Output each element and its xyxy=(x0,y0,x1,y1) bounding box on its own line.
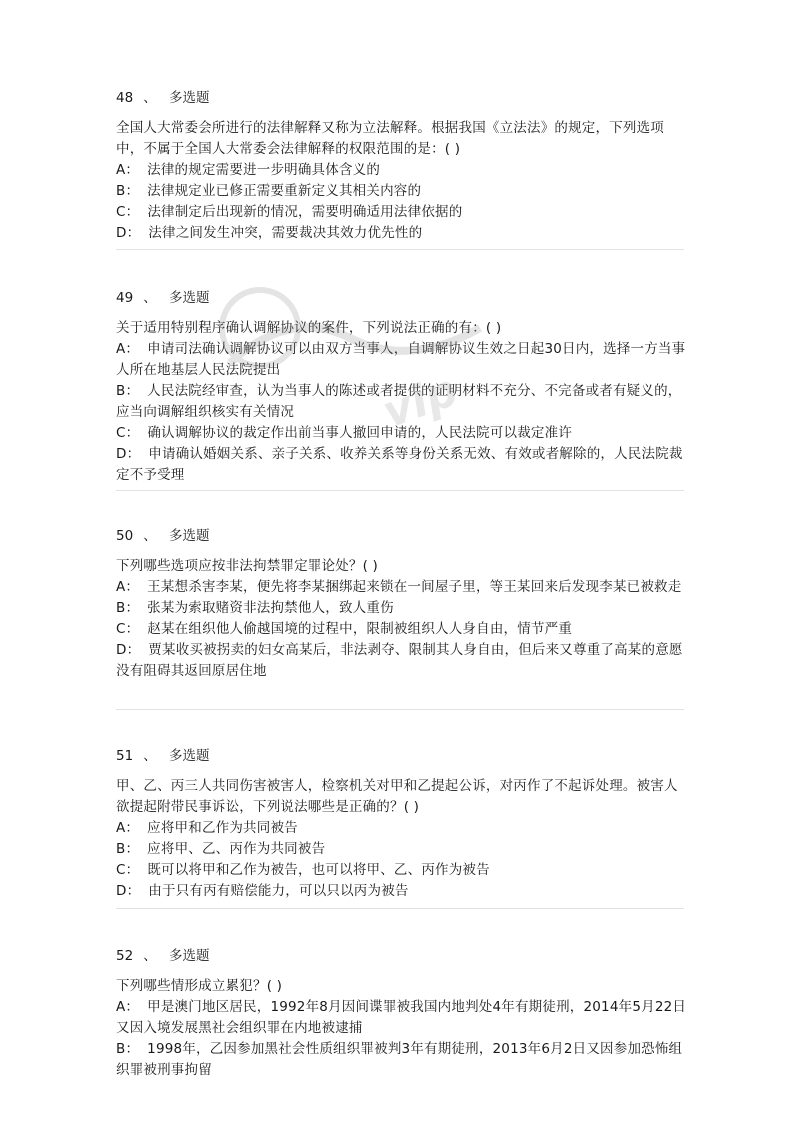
option-b xyxy=(116,598,688,619)
question-header xyxy=(116,88,688,108)
option-d xyxy=(116,223,688,244)
option-text: 既可以将甲和乙作为被告，也可以将甲、乙、丙作为被告 xyxy=(147,862,490,878)
watermark-text: vip xyxy=(376,364,465,439)
divider xyxy=(116,908,684,909)
option-text: 法律之间发生冲突，需要裁决其效力优先性的 xyxy=(148,225,423,241)
option-text: 应将甲和乙作为共同被告 xyxy=(147,820,298,836)
option-text: 1998年，乙因参加黑社会性质组织罪被判3年有期徒刑，2013年6月2日又因参加恐怖组织罪被刑事拘留 xyxy=(116,1041,683,1078)
question-separator: 、 xyxy=(143,748,157,764)
option-key: B： xyxy=(116,600,140,616)
question-52 xyxy=(116,946,688,1081)
divider xyxy=(116,249,684,250)
question-separator: 、 xyxy=(143,948,157,964)
question-number: 52 xyxy=(116,948,134,964)
question-separator: 、 xyxy=(143,90,157,106)
question-type: 多选题 xyxy=(168,748,210,764)
option-key: D： xyxy=(116,225,141,241)
option-text: 甲是澳门地区居民，1992年8月因间谍罪被我国内地判处4年有期徒刑，2014年5月22日又因入境发展黑社会组织罪在内地被逮捕 xyxy=(116,999,687,1036)
question-number: 51 xyxy=(116,748,134,764)
question-stem: 关于适用特别程序确认调解协议的案件，下列说法正确的有：( ) xyxy=(116,320,502,336)
option-key: C： xyxy=(116,204,140,220)
option-text: 贾某收买被拐卖的妇女高某后，非法剥夺、限制其人身自由，但后来又尊重了高某的意愿没有阻碍其返回原居住地 xyxy=(116,642,683,679)
question-type: 多选题 xyxy=(168,948,210,964)
option-key: D： xyxy=(116,883,141,899)
question-number: 48 xyxy=(116,90,134,106)
question-stem: 全国人大常委会所进行的法律解释又称为立法解释。根据我国《立法法》的规定，下列选项中，不属于全国人大常委会法律解释的权限范围的是：( ) xyxy=(116,120,664,157)
option-text: 赵某在组织他人偷越国境的过程中，限制被组织人人身自由，情节严重 xyxy=(147,621,573,637)
option-text: 法律规定业已修正需要重新定义其相关内容的 xyxy=(147,183,422,199)
question-type: 多选题 xyxy=(168,90,210,106)
option-key: B： xyxy=(116,1041,140,1057)
question-stem: 甲、乙、丙三人共同伤害被害人，检察机关对甲和乙提起公诉，对丙作了不起诉处理。被害人欲提起附带民事诉讼，下列说法哪些是正确的？( ) xyxy=(116,778,678,815)
option-b xyxy=(116,181,688,202)
option-b xyxy=(116,839,688,860)
option-key: A： xyxy=(116,341,140,357)
option-c xyxy=(116,423,688,444)
option-text: 申请确认婚姻关系、亲子关系、收养关系等身份关系无效、有效或者解除的，人民法院裁定不予受理 xyxy=(116,446,683,483)
option-a xyxy=(116,997,688,1039)
option-key: B： xyxy=(116,383,140,399)
option-a xyxy=(116,160,688,181)
question-type: 多选题 xyxy=(168,290,210,306)
option-a xyxy=(116,577,688,598)
option-b xyxy=(116,381,688,423)
question-number: 49 xyxy=(116,290,134,306)
option-a xyxy=(116,339,688,381)
option-c xyxy=(116,619,688,640)
question-header xyxy=(116,526,688,546)
option-key: D： xyxy=(116,642,141,658)
option-text: 法律制定后出现新的情况，需要明确适用法律依据的 xyxy=(147,204,463,220)
option-key: A： xyxy=(116,820,140,836)
option-text: 由于只有丙有赔偿能力，可以只以丙为被告 xyxy=(148,883,409,899)
option-key: D： xyxy=(116,446,141,462)
option-c xyxy=(116,860,688,881)
question-separator: 、 xyxy=(143,528,157,544)
question-number: 50 xyxy=(116,528,134,544)
option-key: A： xyxy=(116,579,140,595)
question-header xyxy=(116,746,688,766)
question-header xyxy=(116,946,688,966)
question-50 xyxy=(116,526,688,682)
option-key: C： xyxy=(116,862,140,878)
option-text: 张某为索取赌资非法拘禁他人，致人重伤 xyxy=(147,600,394,616)
question-48 xyxy=(116,88,688,244)
option-key: B： xyxy=(116,841,140,857)
question-49 xyxy=(116,288,688,486)
divider xyxy=(116,490,684,491)
question-stem: 下列哪些情形成立累犯？( ) xyxy=(116,978,283,994)
option-text: 申请司法确认调解协议可以由双方当事人，自调解协议生效之日起30日内，选择一方当事人所在地基层人民法院提出 xyxy=(116,341,686,378)
option-key: C： xyxy=(116,621,140,637)
question-stem: 下列哪些选项应按非法拘禁罪定罪论处？( ) xyxy=(116,558,379,574)
option-d xyxy=(116,640,688,682)
option-key: A： xyxy=(116,999,140,1015)
option-key: C： xyxy=(116,425,140,441)
option-c xyxy=(116,202,688,223)
option-text: 法律的规定需要进一步明确具体含义的 xyxy=(147,162,381,178)
option-key: A： xyxy=(116,162,140,178)
option-b xyxy=(116,1039,688,1081)
question-type: 多选题 xyxy=(168,528,210,544)
question-51 xyxy=(116,746,688,902)
option-key: B： xyxy=(116,183,140,199)
option-d xyxy=(116,881,688,902)
option-text: 人民法院经审查，认为当事人的陈述或者提供的证明材料不充分、不完备或者有疑义的，应当向调解组织核实有关情况 xyxy=(116,383,682,420)
option-text: 王某想杀害李某，便先将李某捆绑起来锁在一间屋子里，等王某回来后发现李某已被救走 xyxy=(147,579,682,595)
option-text: 确认调解协议的裁定作出前当事人撤回申请的，人民法院可以裁定准许 xyxy=(147,425,573,441)
option-a xyxy=(116,818,688,839)
option-text: 应将甲、乙、丙作为共同被告 xyxy=(147,841,326,857)
option-d xyxy=(116,444,688,486)
question-header xyxy=(116,288,688,308)
question-separator: 、 xyxy=(143,290,157,306)
divider xyxy=(116,709,684,710)
